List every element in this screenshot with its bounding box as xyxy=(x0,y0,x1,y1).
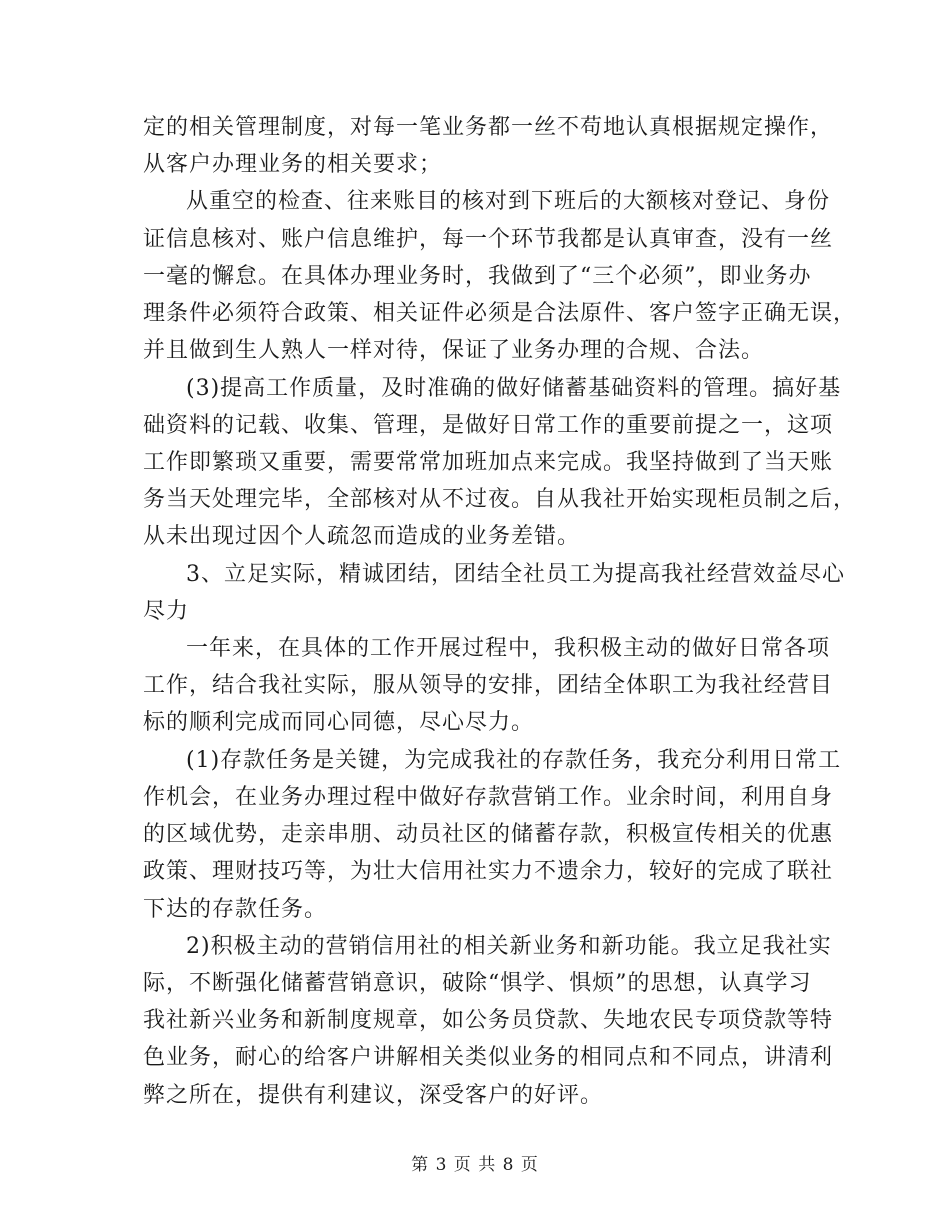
text-line: 标的顺利完成而同心同德，尽心尽力。 xyxy=(143,710,535,735)
text-line: (3)提高工作质量，及时准确的做好储蓄基础资料的管理。搞好基 xyxy=(186,376,842,401)
text-line: 我社新兴业务和新制度规章，如公务员贷款、失地农民专项贷款等特 xyxy=(143,1008,834,1033)
text-line: 2)积极主动的营销信用社的相关新业务和新功能。我立足我社实 xyxy=(186,934,832,959)
text-line: 理条件必须符合政策、相关证件必须是合法原件、客户签字正确无误， xyxy=(143,301,857,326)
text-line: 从未出现过因个人疏忽而造成的业务差错。 xyxy=(143,524,581,549)
text-line: 并且做到生人熟人一样对待，保证了业务办理的合规、合法。 xyxy=(143,338,765,363)
text-line: 尽力 xyxy=(143,599,190,624)
text-line: 一毫的懈怠。在具体办理业务时，我做到了“三个必须”，即业务办 xyxy=(143,264,812,289)
page-number: 第 3 页 共 8 页 xyxy=(411,1155,539,1175)
text-line: 弊之所在，提供有利建议，深受客户的好评。 xyxy=(143,1083,604,1108)
text-line: 从客户办理业务的相关要求； xyxy=(143,152,443,177)
text-line: 的区域优势，走亲串朋、动员社区的储蓄存款，积极宣传相关的优惠 xyxy=(143,822,834,847)
text-line: 工作，结合我社实际，服从领导的安排，团结全体职工为我社经营目 xyxy=(143,673,834,698)
text-line: 一年来，在具体的工作开展过程中，我积极主动的做好日常各项 xyxy=(186,636,831,661)
text-line: 工作即繁琐又重要，需要常常加班加点来完成。我坚持做到了当天账 xyxy=(143,450,834,475)
text-line: 础资料的记载、收集、管理，是做好日常工作的重要前提之一，这项 xyxy=(143,413,834,438)
text-line: 定的相关管理制度，对每一笔业务都一丝不苟地认真根据规定操作， xyxy=(143,115,834,140)
text-line: 3、立足实际，精诚团结，团结全社员工为提高我社经营效益尽心 xyxy=(186,562,845,587)
text-line: 下达的存款任务。 xyxy=(143,897,328,922)
text-line: (1)存款任务是关键，为完成我社的存款任务，我充分利用日常工 xyxy=(186,748,842,773)
text-line: 际，不断强化储蓄营销意识，破除“惧学、惧烦”的思想，认真学习 xyxy=(143,971,812,996)
text-line: 从重空的检查、往来账目的核对到下班后的大额核对登记、身份 xyxy=(186,189,831,214)
text-line: 色业务，耐心的给客户讲解相关类似业务的相同点和不同点，讲清利 xyxy=(143,1045,834,1070)
text-line: 证信息核对、账户信息维护，每一个环节我都是认真审查，没有一丝 xyxy=(143,227,834,252)
text-line: 政策、理财技巧等，为壮大信用社实力不遗余力，较好的完成了联社 xyxy=(143,859,834,884)
text-line: 务当天处理完毕，全部核对从不过夜。自从我社开始实现柜员制之后， xyxy=(143,487,857,512)
text-line: 作机会，在业务办理过程中做好存款营销工作。业余时间，利用自身 xyxy=(143,785,834,810)
